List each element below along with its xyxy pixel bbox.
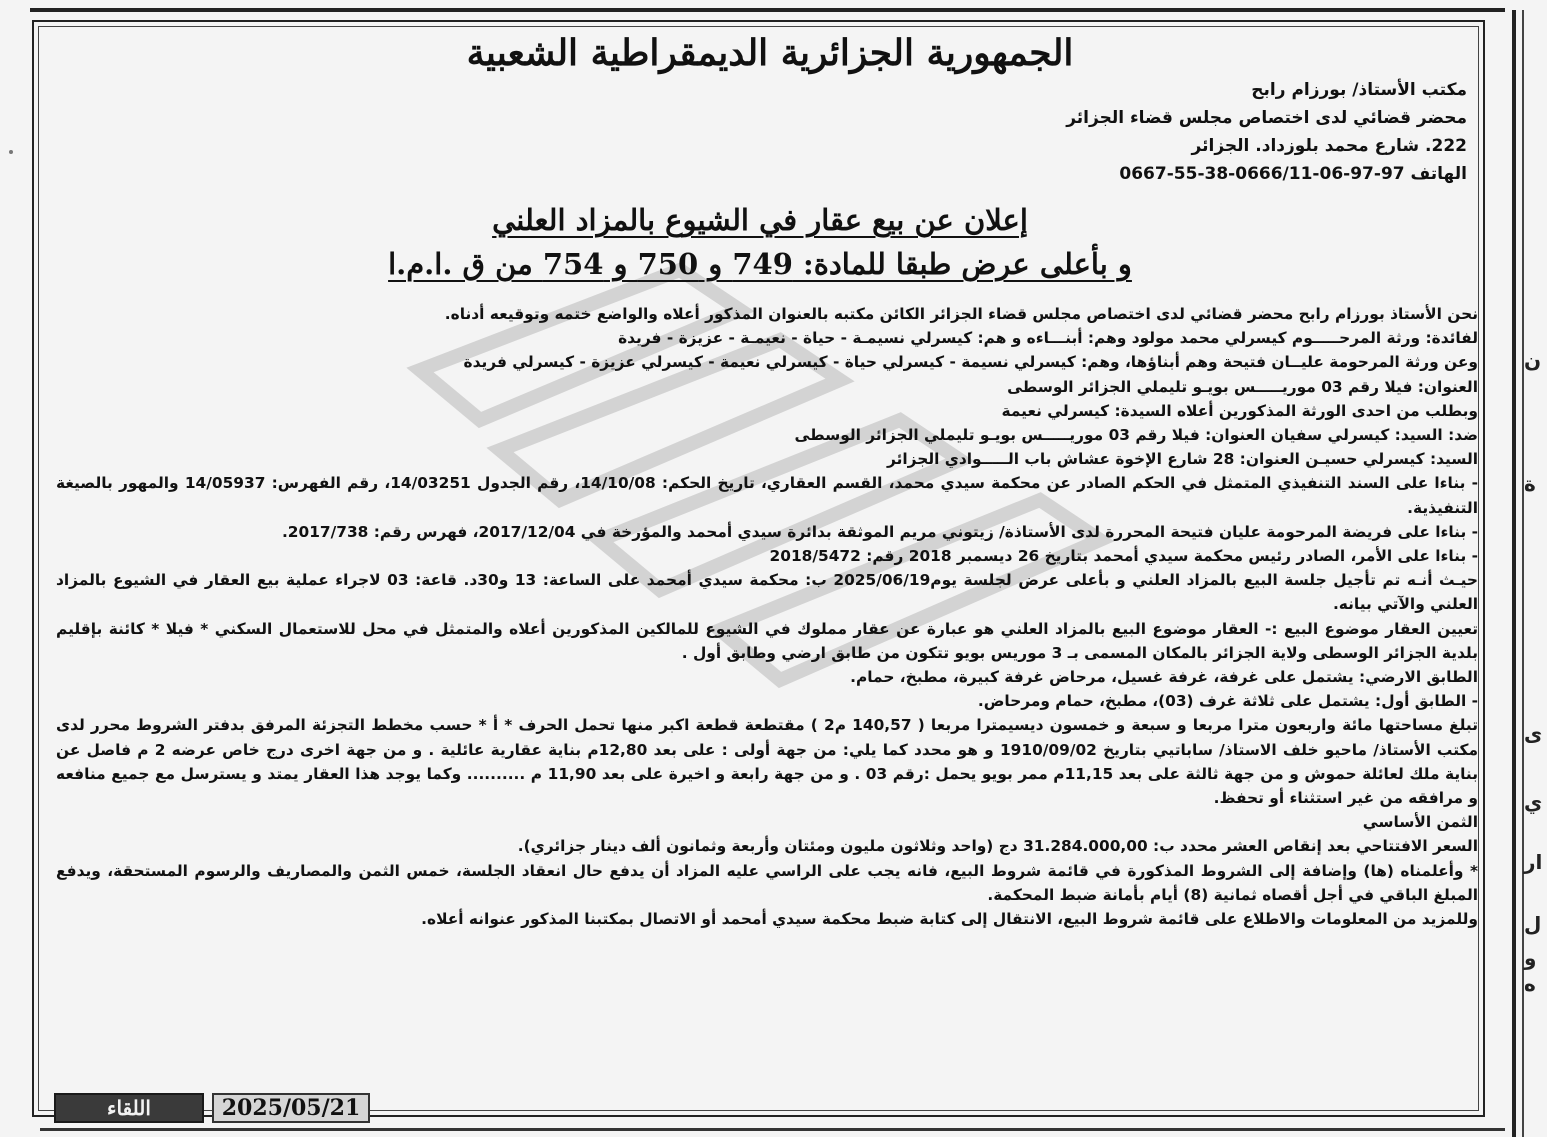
column-separator xyxy=(1512,10,1516,1137)
body-paragraph: السيد: كيسرلي حسيـن العنوان: 28 شارع الإخوة عشاش باب الـــــوادي الجزائر xyxy=(887,450,1478,469)
body-paragraph: - بناءا على الأمر، الصادر رئيس محكمة سيدي أمحمد بتاريخ 26 ديسمبر 2018 رقم: 2018/5472 xyxy=(769,547,1478,566)
body-paragraph: - الطابق أول: يشتمل على ثلاثة غرف (03)، مطبخ، حمام ومرحاض. xyxy=(977,692,1478,711)
headline-line-2: و بأعلى عرض طبقا للمادة: 749 و 750 و 754 من ق .ا.م.ا xyxy=(388,247,1132,281)
body-paragraph: - بناءا على السند التنفيذي المتمثل في الحكم الصادر عن محكمة سيدي محمد، القسم العقاري، تاريخ الحكم: 14/10/08، رقم الجدول 14/03251، رقم الفهرس: 14/05937 والمهور بالصيغة التنفيذية. xyxy=(56,474,1478,517)
publication-footer xyxy=(54,1093,370,1123)
neighbor-column-fragment: ه xyxy=(1524,972,1536,996)
neighbor-column-fragment: ي xyxy=(1524,790,1543,814)
neighbor-column-fragment: ة xyxy=(1524,472,1536,496)
notice-body xyxy=(56,302,1478,931)
bailiff-office-block xyxy=(1066,76,1467,188)
republic-title: الجمهورية الجزائرية الديمقراطية الشعبية xyxy=(466,32,1074,74)
publication-date: 2025/05/21 xyxy=(212,1093,370,1123)
body-paragraph: السعر الافتتاحي بعد إنقاص العشر محدد ب: 31.284.000,00 دج (واحد وثلاثون مليون ومئتان وأربعة وثمانون ألف دينار جزائري). xyxy=(517,837,1478,856)
notice-headline xyxy=(260,198,1260,286)
neighbor-column-fragment: و xyxy=(1524,946,1537,970)
office-address: 222. شارع محمد بلوزداد. الجزائر xyxy=(1191,136,1467,156)
body-paragraph: تعيين العقار موضوع البيع :- العقار موضوع البيع بالمزاد العلني هو عبارة عن عقار مملوك في الشيوع للمالكين المذكورين أعلاه والمتمثل في محل للاستعمال السكني * فيلا * كائنة بإقليم بلدية الجزائر الوسطى ولاية الجزائر بالمكان المسمى بـ 3 موريس بويو تتكون من طابق ارضي وطابق أول . xyxy=(56,619,1478,662)
top-rule xyxy=(30,8,1505,12)
office-name: مكتب الأستاذ/ بورزام رابح xyxy=(1251,80,1467,100)
body-paragraph: العنوان: فيلا رقم 03 موريـــــس بويـو تليملي الجزائر الوسطى xyxy=(1007,377,1478,396)
neighbor-column-fragment: ار xyxy=(1524,850,1543,874)
body-paragraph: وبطلب من احدى الورثة المذكورين أعلاه السيدة: كيسرلي نعيمة xyxy=(1001,401,1478,420)
body-paragraph: - بناءا على فريضة المرحومة عليان فتيحة المحررة لدى الأستاذة/ زيتوني مريم الموثقة بدائرة سيدي أمحمد والمؤرخة في 2017/12/04، فهرس رقم: 2017/738. xyxy=(281,522,1478,541)
scan-speck xyxy=(9,150,13,154)
bottom-rule xyxy=(40,1128,1505,1131)
body-paragraph: وللمزيد من المعلومات والاطلاع على قائمة شروط البيع، الانتقال إلى كتابة ضبط محكمة سيدي أمحمد أو الاتصال بمكتبنا المذكور عنوانه أعلاه. xyxy=(421,910,1478,929)
body-paragraph: ضد: السيد: كيسرلي سفيان العنوان: فيلا رقم 03 موريـــــس بويـو تليملي الجزائر الوسطى xyxy=(794,426,1478,445)
newspaper-name: اللقاء xyxy=(54,1093,204,1123)
headline-line-1: إعلان عن بيع عقار في الشيوع بالمزاد العلني xyxy=(492,203,1028,237)
body-paragraph: * وأعلمناه (ها) وإضافة إلى الشروط المذكورة في قائمة شروط البيع، فانه يجب على الراسي عليه المزاد أن يدفع حال انعقاد الجلسة، خمس الثمن والمصاريف والرسوم المستحقة، ويدفع المبلغ الباقي في أجل أقصاه ثمانية (8) أيام بأمانة ضبط المحكمة. xyxy=(56,861,1478,904)
body-paragraph: وعن ورثة المرحومة عليــان فتيحة وهم أبناؤها، وهم: كيسرلي نسيمة - كيسرلي حياة - كيسرلي نعيمة - كيسرلي عزيزة - كيسرلي فريدة xyxy=(463,353,1478,372)
neighbor-column-fragment: ن xyxy=(1524,348,1542,372)
body-paragraph: حيـث أنـه تم تأجيل جلسة البيع بالمزاد العلني و بأعلى عرض لجلسة يوم2025/06/19 ب: محكمة سيدي أمحمد على الساعة: 13 و30د. قاعة: 03 لاجراء عملية بيع العقار في الشيوع بالمزاد العلني والآتي بيانه. xyxy=(56,571,1478,614)
body-paragraph: تبلغ مساحتها مائة واربعون مترا مربعا و سبعة و خمسون ديسيمترا مربعا ( 140,57 م2 ) مقتطعة قطعة اكبر منها تحمل الحرف * أ * حسب مخطط التجزئة المرفق بدفتر الشروط محرر لدى مكتب الأستاذ/ ماحيو خلف الاستاذ/ ساباتيي بتاريخ 1910/09/02 و هو محدد كما يلي: من جهة أولى : على بعد 12,80م بناية عقارية عائلية . و من جهة اخرى درج خاص عرضه 2 م فاصل عن بناية ملك لعائلة حموش و من جهة ثالثة على بعد 11,15م ممر بويو يحمل :رقم 03 . و من جهة رابعة و اخيرة على بعد 11,90 م .......... وكما يوجد هذا العقار يمتد و يسترسل مع جميع منافعه و مرافقه من غير استثناء أو تحفظ. xyxy=(56,716,1478,808)
body-paragraph: الطابق الارضي: يشتمل على غرفة، غرفة غسيل، مرحاض غرفة كبيرة، مطبخ، حمام. xyxy=(850,668,1478,687)
office-role: محضر قضائي لدى اختصاص مجلس قضاء الجزائر xyxy=(1066,108,1467,128)
body-paragraph: الثمن الأساسي xyxy=(1362,813,1478,832)
neighbor-column-fragment: ى xyxy=(1524,722,1543,746)
body-paragraph: لفائدة: ورثة المرحـــــوم كيسرلي محمد مولود وهم: أبنـــاءه و هم: كيسرلي نسيمـة - حياة - نعيمـة - عزيزة - فريدة xyxy=(618,329,1478,348)
body-paragraph: نحن الأستاذ بورزام رابح محضر قضائي لدى اختصاص مجلس قضاء الجزائر الكائن مكتبه بالعنوان المذكور أعلاه والواضع ختمه وتوقيعه أدناه. xyxy=(444,305,1478,323)
office-phone: الهاتف 97-97-06-0666/11-38-55-0667 xyxy=(1119,164,1467,184)
neighbor-column-fragment: ل xyxy=(1524,912,1542,936)
